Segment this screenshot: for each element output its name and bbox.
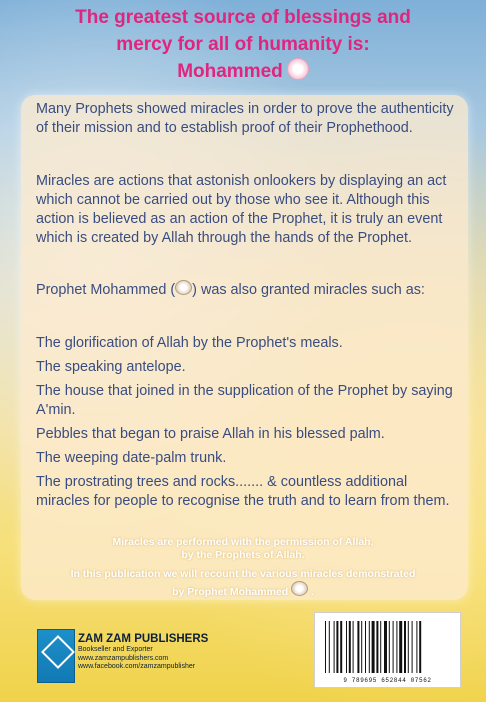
barcode-bars-icon: [325, 621, 450, 673]
note-permission-line-2: by the Prophets of Allah.: [181, 549, 305, 561]
barcode-bar: [346, 621, 347, 673]
publisher-name: ZAM ZAM PUBLISHERS: [78, 633, 209, 645]
list-item: The prostrating trees and rocks....... & countless additional miracles for people to recognise the truth and to learn from them.: [36, 474, 450, 509]
paragraph-miracles-definition: Miracles are actions that astonish onlookers by displaying an act which cannot be carried out by those who see it. Although this action is believed as an action of the Prophet, it is truly an event which is created by Allah through the hands of the Prophet.: [36, 173, 447, 246]
barcode-bar: [329, 621, 330, 673]
pbuh-seal-icon: [287, 58, 309, 80]
barcode: [314, 612, 461, 688]
barcode-bar: [372, 621, 375, 673]
title-line-1: The greatest source of blessings and: [75, 7, 411, 28]
barcode-bar: [376, 621, 378, 673]
barcode-bar: [416, 621, 417, 673]
note-permission: [40, 536, 446, 562]
cover-title: [0, 4, 486, 85]
barcode-bar: [336, 621, 338, 673]
publisher-tagline: Bookseller and Exporter: [78, 646, 153, 653]
barcode-bar: [380, 621, 381, 673]
publisher-facebook: www.facebook.com/zamzampublisher: [78, 663, 196, 670]
list-item: Pebbles that began to praise Allah in his blessed palm.: [36, 426, 385, 442]
barcode-bar: [408, 621, 409, 673]
list-item: The speaking antelope.: [36, 359, 186, 375]
barcode-bar: [393, 621, 394, 673]
barcode-bar: [369, 621, 370, 673]
note-publication-line-1: In this publication we will recount the various miracles demonstrated: [70, 568, 416, 580]
publisher-website: www.zamzampublishers.com: [78, 654, 169, 662]
barcode-bar: [412, 621, 413, 673]
list-item: The house that joined in the supplication of the Prophet by saying A'min.: [36, 383, 453, 418]
barcode-bar: [384, 621, 387, 673]
pbuh-seal-icon: [175, 280, 192, 295]
note-publication-line-2-text: by Prophet Mohammed: [172, 586, 289, 598]
publisher-logo-icon: [37, 629, 75, 683]
note-permission-line-1: Miracles are performed with the permission of Allah,: [112, 536, 374, 548]
barcode-bar: [334, 621, 335, 673]
barcode-bar: [361, 621, 362, 673]
barcode-bar: [325, 621, 326, 673]
barcode-bar: [340, 621, 342, 673]
paragraph-prophets: Many Prophets showed miracles in order to prove the authenticity of their mission and to establish proof of their Prophethood.: [36, 101, 454, 136]
list-item: The weeping date-palm trunk.: [36, 450, 227, 466]
pbuh-seal-icon: [291, 581, 308, 596]
paragraph-granted-miracles: [36, 280, 456, 300]
logo-diamond: [41, 635, 75, 669]
title-line-3: [0, 58, 486, 85]
list-item: The glorification of Allah by the Prophet's meals.: [36, 335, 343, 351]
barcode-bar: [353, 621, 354, 673]
title-name: Mohammed: [177, 61, 283, 82]
barcode-bar: [404, 621, 406, 673]
title-line-2: mercy for all of humanity is:: [116, 34, 370, 55]
barcode-bar: [389, 621, 390, 673]
barcode-bar: [349, 621, 351, 673]
note-publication-end: .: [311, 586, 314, 598]
barcode-bar: [396, 621, 397, 673]
isbn-number: 9 789695 652844 07562: [343, 677, 432, 684]
publisher-info: [78, 632, 208, 672]
barcode-bar: [419, 621, 421, 673]
barcode-bar: [357, 621, 359, 673]
note-publication: [40, 568, 446, 599]
miracles-list: [36, 334, 456, 516]
para3-start: Prophet Mohammed (: [36, 282, 176, 298]
para3-end: ) was also granted miracles such as:: [192, 282, 425, 298]
barcode-bar: [399, 621, 402, 673]
note-publication-line-2: [40, 581, 446, 599]
barcode-bar: [365, 621, 366, 673]
